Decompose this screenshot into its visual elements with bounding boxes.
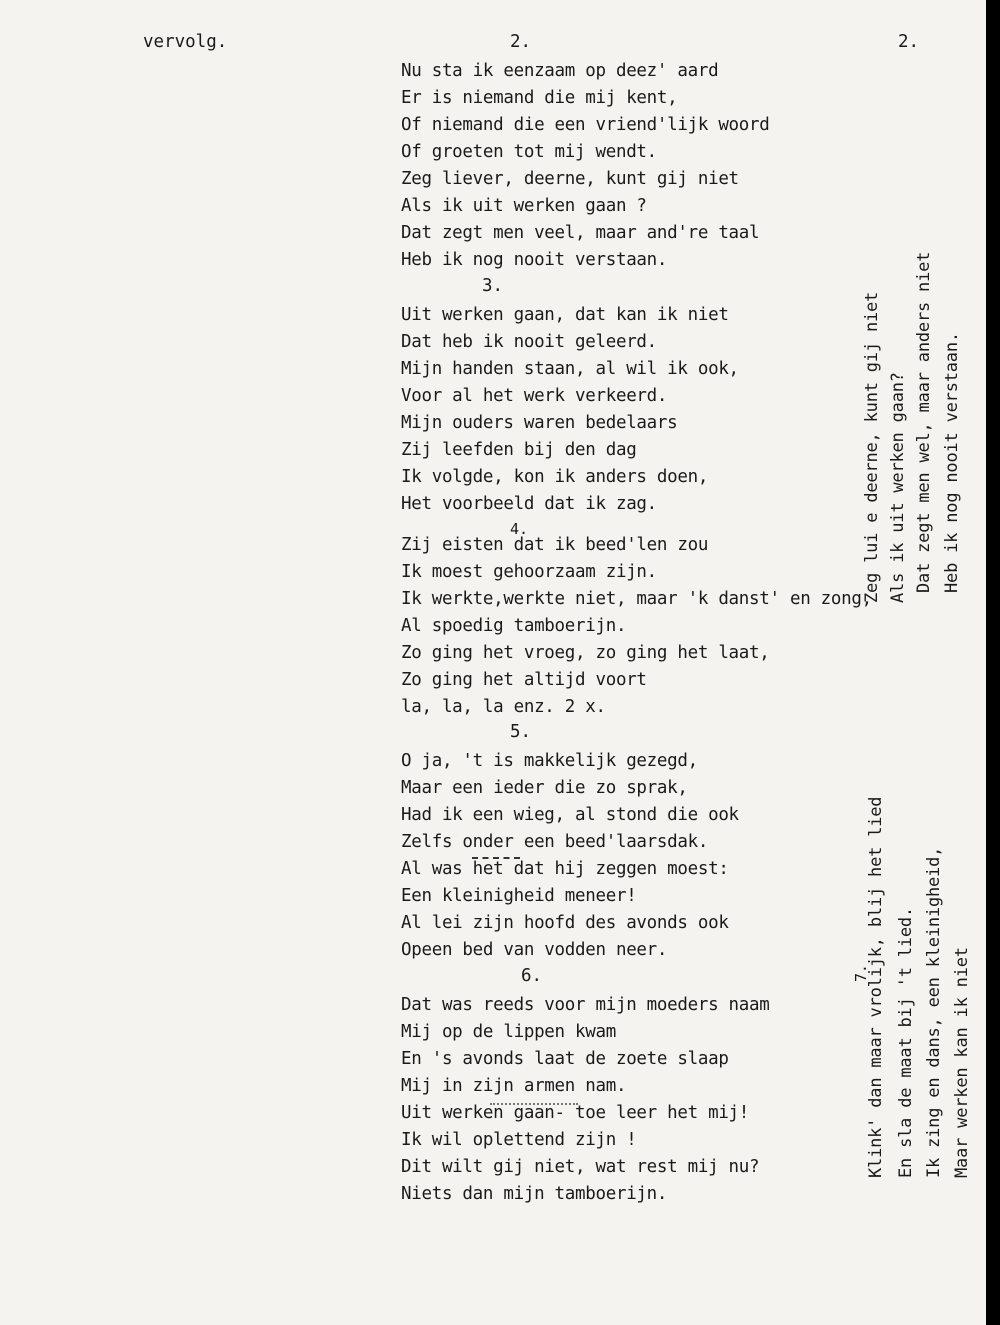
- stanza-line: Dit wilt gij niet, wat rest mij nu?: [401, 1157, 760, 1177]
- header-left: vervolg.: [143, 32, 228, 52]
- stanza-line: Mij in zijn armen nam.: [401, 1076, 627, 1096]
- stanza-line: Al was het dat hij zeggen moest:: [401, 859, 729, 879]
- stanza-line: Heb ik nog nooit verstaan.: [401, 250, 668, 270]
- stanza-line: Er is niemand die mij kent,: [401, 88, 678, 108]
- stanza-line: En 's avonds laat de zoete slaap: [401, 1049, 729, 1069]
- stanza-line: Een kleinigheid meneer!: [401, 886, 637, 906]
- stanza-line: Ik volgde, kon ik anders doen,: [401, 467, 709, 487]
- margin-lower-line: Ik zing en dans, een kleinigheid,: [924, 846, 944, 1178]
- underline-mark: [472, 857, 520, 859]
- dotted-underline-mark: [490, 1103, 578, 1105]
- stanza-5: [401, 748, 739, 964]
- stanza-line: Mij op de lippen kwam: [401, 1022, 616, 1042]
- stanza-6: [401, 992, 770, 1208]
- stanza-line: Uit werken gaan- toe leer het mij!: [401, 1103, 750, 1123]
- margin-lower-number: 7.: [852, 964, 870, 982]
- margin-lower-line: En sla de maat bij 't lied.: [896, 907, 916, 1178]
- stanza-number: 6.: [521, 966, 543, 986]
- stanza-line: Of groeten tot mij wendt.: [401, 142, 657, 162]
- stanza-line: Als ik uit werken gaan ?: [401, 196, 647, 216]
- stanza-line: Niets dan mijn tamboerijn.: [401, 1184, 668, 1204]
- margin-upper-line: Als ik uit werken gaan?: [888, 372, 908, 603]
- stanza-number: 5.: [510, 722, 532, 742]
- stanza-line: Of niemand die een vriend'lijk woord: [401, 115, 770, 135]
- stanza-4: [401, 532, 872, 721]
- stanza-line: Ik werkte,werkte niet, maar 'k danst' en zong,: [401, 589, 872, 609]
- margin-upper-line: Dat zegt men wel, maar anders niet: [914, 251, 934, 593]
- stanza-line: Zo ging het altijd voort: [401, 670, 647, 690]
- stanza-line: Dat zegt men veel, maar and're taal: [401, 223, 760, 243]
- stanza-line: Zo ging het vroeg, zo ging het laat,: [401, 643, 770, 663]
- stanza-line: Opeen bed van vodden neer.: [401, 940, 668, 960]
- margin-upper-line: Heb ik nog nooit verstaan.: [942, 332, 962, 593]
- stanza-line: Maar een ieder die zo sprak,: [401, 778, 688, 798]
- stanza-line: Nu sta ik eenzaam op deez' aard: [401, 61, 719, 81]
- stanza-line: Uit werken gaan, dat kan ik niet: [401, 305, 729, 325]
- header-center: 2.: [510, 32, 532, 52]
- stanza-line: Al lei zijn hoofd des avonds ook: [401, 913, 729, 933]
- header-right: 2.: [898, 32, 920, 52]
- stanza-line: Dat heb ik nooit geleerd.: [401, 332, 657, 352]
- stanza-line: Zij leefden bij den dag: [401, 440, 637, 460]
- stanza-line: O ja, 't is makkelijk gezegd,: [401, 751, 698, 771]
- margin-lower-line: Klink' dan maar vrolijk, blij het lied: [866, 796, 886, 1178]
- stanza-line: Dat was reeds voor mijn moeders naam: [401, 995, 770, 1015]
- stanza-line: Al spoedig tamboerijn.: [401, 616, 627, 636]
- stanza-line: Ik moest gehoorzaam zijn.: [401, 562, 657, 582]
- stanza-line: Mijn ouders waren bedelaars: [401, 413, 678, 433]
- stanza-line: Ik wil oplettend zijn !: [401, 1130, 637, 1150]
- stanza-line: Zeg liever, deerne, kunt gij niet: [401, 169, 739, 189]
- stanza-line: Voor al het werk verkeerd.: [401, 386, 668, 406]
- stanza-line: Het voorbeeld dat ik zag.: [401, 494, 657, 514]
- stanza-line: la, la, la enz. 2 x.: [401, 697, 606, 717]
- stanza-2: [401, 58, 770, 274]
- margin-lower-line: Maar werken kan ik niet: [952, 947, 972, 1178]
- stanza-line: Zelfs onder een beed'laarsdak.: [401, 832, 709, 852]
- stanza-number: 3.: [482, 276, 504, 296]
- stanza-number: 4.: [510, 520, 529, 538]
- stanza-line: Mijn handen staan, al wil ik ook,: [401, 359, 739, 379]
- stanza-3: [401, 302, 739, 518]
- stanza-line: Zij eisten dat ik beed'len zou: [401, 535, 709, 555]
- stanza-line: Had ik een wieg, al stond die ook: [401, 805, 739, 825]
- margin-upper-line: Zeg lui e deerne, kunt gij niet: [862, 291, 882, 603]
